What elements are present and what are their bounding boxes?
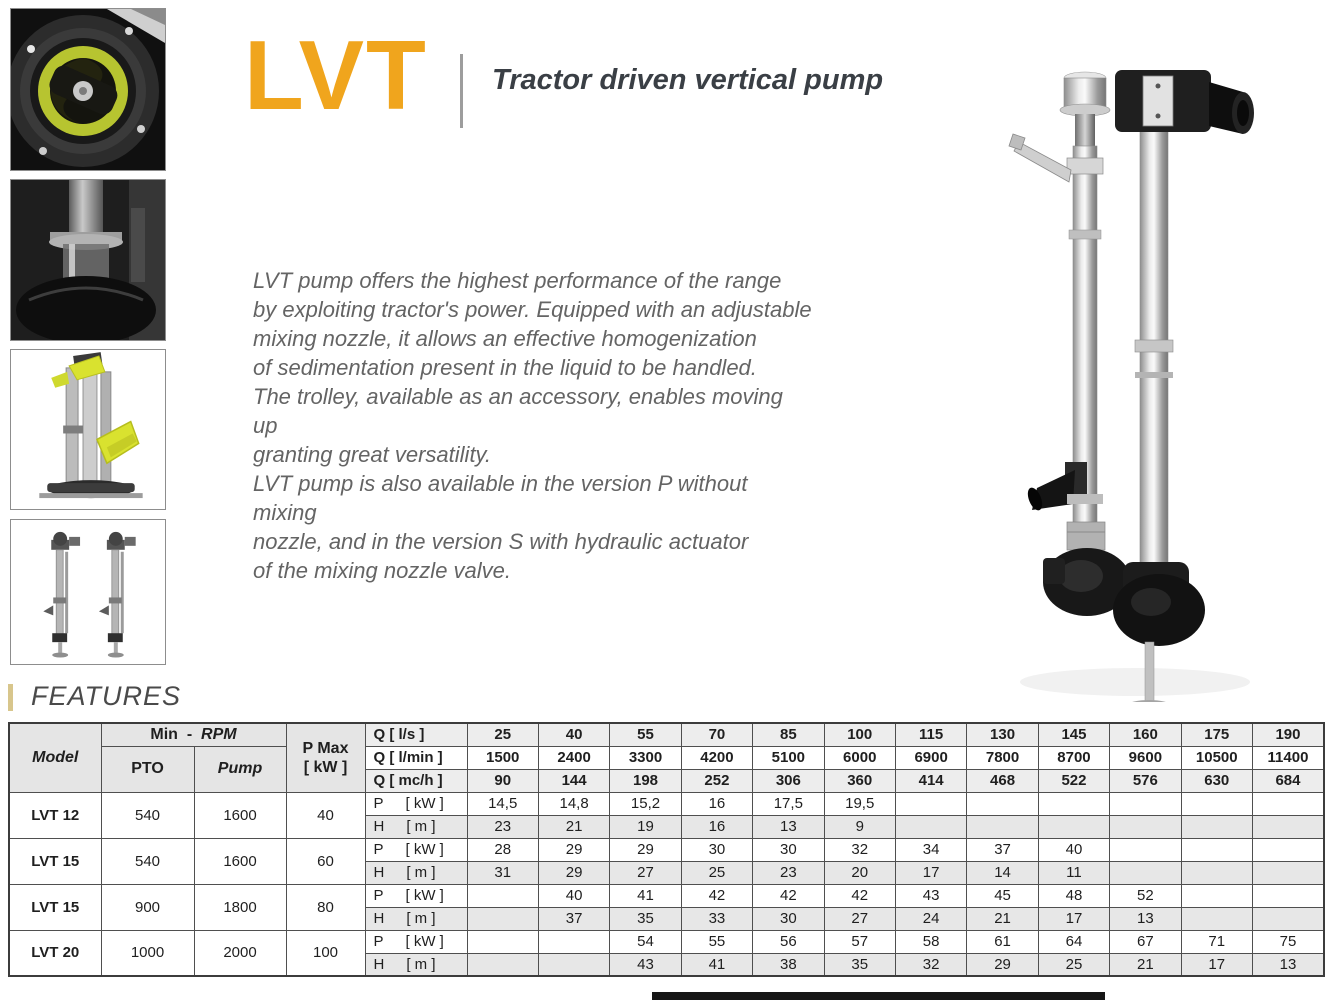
h-value-cell: 17 <box>895 861 966 884</box>
h-value-cell: 29 <box>967 953 1038 976</box>
q-value-cell: 145 <box>1038 723 1109 746</box>
p-value-cell: 42 <box>824 884 895 907</box>
p-value-cell: 28 <box>467 838 538 861</box>
q-value-cell: 252 <box>681 769 752 792</box>
p-value-cell <box>1252 792 1324 815</box>
h-value-cell: 11 <box>1038 861 1109 884</box>
q-value-cell: 630 <box>1181 769 1252 792</box>
pto-value-cell: 900 <box>101 884 194 930</box>
description-line: granting great versatility. <box>253 442 492 467</box>
h-value-cell: 37 <box>538 907 609 930</box>
p-row-label: P [ kW ] <box>365 930 467 953</box>
p-value-cell: 19,5 <box>824 792 895 815</box>
p-value-cell: 58 <box>895 930 966 953</box>
page-title: LVT <box>244 20 428 130</box>
h-value-cell: 41 <box>681 953 752 976</box>
p-value-cell <box>1181 792 1252 815</box>
model-name-cell: LVT 15 <box>9 838 101 884</box>
model-name-cell: LVT 12 <box>9 792 101 838</box>
impeller-illustration <box>11 9 165 170</box>
col-header-pump: Pump <box>194 746 286 792</box>
q-value-cell: 160 <box>1110 723 1181 746</box>
features-table <box>8 722 1325 977</box>
q-row-label: Q [ l/min ] <box>365 746 467 769</box>
h-value-cell <box>1038 815 1109 838</box>
q-value-cell: 7800 <box>967 746 1038 769</box>
description-line: LVT pump offers the highest performance of the range <box>253 268 782 293</box>
h-row-label: H [ m ] <box>365 953 467 976</box>
h-value-cell: 31 <box>467 861 538 884</box>
shaft-coupling-photo <box>10 179 166 341</box>
p-value-cell: 14,8 <box>538 792 609 815</box>
h-value-cell: 27 <box>610 861 681 884</box>
mixing-nozzle-photo <box>10 349 166 510</box>
q-row-label: Q [ mc/h ] <box>365 769 467 792</box>
p-row-label: P [ kW ] <box>365 792 467 815</box>
p-value-cell: 64 <box>1038 930 1109 953</box>
h-value-cell <box>467 953 538 976</box>
h-value-cell: 13 <box>753 815 824 838</box>
features-heading: FEATURES <box>31 681 182 711</box>
h-value-cell: 35 <box>824 953 895 976</box>
h-value-cell: 33 <box>681 907 752 930</box>
h-value-cell: 14 <box>967 861 1038 884</box>
title-divider <box>460 54 463 128</box>
p-value-cell <box>967 792 1038 815</box>
pump-pair-photo <box>10 519 166 665</box>
pmax-value-cell: 40 <box>286 792 365 838</box>
h-row-label: H [ m ] <box>365 907 467 930</box>
q-value-cell: 6000 <box>824 746 895 769</box>
model-name-cell: LVT 15 <box>9 884 101 930</box>
h-value-cell: 21 <box>1110 953 1181 976</box>
p-value-cell: 15,2 <box>610 792 681 815</box>
h-value-cell: 38 <box>753 953 824 976</box>
col-header-pto: PTO <box>101 746 194 792</box>
p-value-cell <box>1181 884 1252 907</box>
p-value-cell: 40 <box>1038 838 1109 861</box>
pmax-value-cell: 80 <box>286 884 365 930</box>
p-row-label: P [ kW ] <box>365 838 467 861</box>
p-value-cell <box>1252 884 1324 907</box>
h-value-cell <box>1181 907 1252 930</box>
p-value-cell <box>1038 792 1109 815</box>
mixing-nozzle-illustration <box>11 350 165 509</box>
model-name-cell: LVT 20 <box>9 930 101 976</box>
p-value-cell: 42 <box>753 884 824 907</box>
h-value-cell <box>467 907 538 930</box>
pto-value-cell: 1000 <box>101 930 194 976</box>
q-value-cell: 40 <box>538 723 609 746</box>
q-value-cell: 6900 <box>895 746 966 769</box>
h-value-cell: 23 <box>753 861 824 884</box>
pto-value-cell: 540 <box>101 792 194 838</box>
h-value-cell: 16 <box>681 815 752 838</box>
h-value-cell: 43 <box>610 953 681 976</box>
lvt-pump-product-photo <box>985 42 1295 702</box>
h-value-cell <box>1252 861 1324 884</box>
pmax-value-cell: 100 <box>286 930 365 976</box>
p-value-cell: 34 <box>895 838 966 861</box>
description-line: The trolley, available as an accessory, enables moving up <box>253 384 783 438</box>
q-value-cell: 90 <box>467 769 538 792</box>
q-value-cell: 5100 <box>753 746 824 769</box>
h-value-cell <box>1110 861 1181 884</box>
h-value-cell: 25 <box>681 861 752 884</box>
description-line: by exploiting tractor's power. Equipped with an adjustable <box>253 297 812 322</box>
h-value-cell: 9 <box>824 815 895 838</box>
h-value-cell: 17 <box>1181 953 1252 976</box>
h-value-cell: 32 <box>895 953 966 976</box>
p-value-cell <box>895 792 966 815</box>
spec-table-wrap <box>8 722 1325 977</box>
q-value-cell: 175 <box>1181 723 1252 746</box>
h-value-cell: 23 <box>467 815 538 838</box>
p-value-cell: 52 <box>1110 884 1181 907</box>
col-header-model: Model <box>9 723 101 792</box>
pmax-value-cell: 60 <box>286 838 365 884</box>
h-value-cell: 13 <box>1252 953 1324 976</box>
p-value-cell: 57 <box>824 930 895 953</box>
p-value-cell <box>467 884 538 907</box>
p-value-cell <box>1252 838 1324 861</box>
p-row-label: P [ kW ] <box>365 884 467 907</box>
pump-value-cell: 1600 <box>194 792 286 838</box>
h-value-cell <box>1110 815 1181 838</box>
q-value-cell: 414 <box>895 769 966 792</box>
product-description <box>253 266 813 585</box>
page-subtitle: Tractor driven vertical pump <box>492 64 884 96</box>
p-value-cell: 29 <box>538 838 609 861</box>
h-value-cell: 13 <box>1110 907 1181 930</box>
pump-pair-illustration <box>11 520 165 664</box>
q-value-cell: 2400 <box>538 746 609 769</box>
q-value-cell: 11400 <box>1252 746 1324 769</box>
description-line: mixing nozzle, it allows an effective homogenization <box>253 326 757 351</box>
impeller-photo <box>10 8 166 171</box>
q-value-cell: 1500 <box>467 746 538 769</box>
p-value-cell: 48 <box>1038 884 1109 907</box>
p-value-cell <box>538 930 609 953</box>
p-value-cell: 40 <box>538 884 609 907</box>
h-row-label: H [ m ] <box>365 815 467 838</box>
q-value-cell: 3300 <box>610 746 681 769</box>
pump-value-cell: 1600 <box>194 838 286 884</box>
p-value-cell <box>467 930 538 953</box>
p-value-cell: 67 <box>1110 930 1181 953</box>
h-value-cell <box>1252 815 1324 838</box>
h-value-cell: 25 <box>1038 953 1109 976</box>
shaft-coupling-illustration <box>11 180 165 340</box>
p-value-cell: 37 <box>967 838 1038 861</box>
q-value-cell: 130 <box>967 723 1038 746</box>
h-value-cell: 21 <box>538 815 609 838</box>
q-value-cell: 684 <box>1252 769 1324 792</box>
p-value-cell: 55 <box>681 930 752 953</box>
h-row-label: H [ m ] <box>365 861 467 884</box>
h-value-cell: 17 <box>1038 907 1109 930</box>
p-value-cell: 29 <box>610 838 681 861</box>
h-value-cell: 35 <box>610 907 681 930</box>
pump-value-cell: 2000 <box>194 930 286 976</box>
q-value-cell: 8700 <box>1038 746 1109 769</box>
q-value-cell: 100 <box>824 723 895 746</box>
q-value-cell: 190 <box>1252 723 1324 746</box>
q-value-cell: 25 <box>467 723 538 746</box>
q-value-cell: 70 <box>681 723 752 746</box>
q-value-cell: 468 <box>967 769 1038 792</box>
col-header-min-rpm: Min - RPM <box>101 723 286 746</box>
q-value-cell: 198 <box>610 769 681 792</box>
p-value-cell: 16 <box>681 792 752 815</box>
p-value-cell: 71 <box>1181 930 1252 953</box>
h-value-cell: 27 <box>824 907 895 930</box>
features-accent-bar <box>8 684 13 711</box>
h-value-cell: 20 <box>824 861 895 884</box>
p-value-cell: 54 <box>610 930 681 953</box>
q-value-cell: 144 <box>538 769 609 792</box>
description-line: of sedimentation present in the liquid to be handled. <box>253 355 757 380</box>
h-value-cell <box>967 815 1038 838</box>
p-value-cell: 32 <box>824 838 895 861</box>
q-value-cell: 10500 <box>1181 746 1252 769</box>
p-value-cell: 30 <box>681 838 752 861</box>
col-header-pmax: P Max [ kW ] <box>286 723 365 792</box>
q-value-cell: 306 <box>753 769 824 792</box>
h-value-cell <box>1181 815 1252 838</box>
p-value-cell: 14,5 <box>467 792 538 815</box>
bottom-edge-bar <box>652 992 1105 1000</box>
h-value-cell: 29 <box>538 861 609 884</box>
h-value-cell: 30 <box>753 907 824 930</box>
p-value-cell: 56 <box>753 930 824 953</box>
description-line: of the mixing nozzle valve. <box>253 558 512 583</box>
description-line: LVT pump is also available in the version P without mixing <box>253 471 748 525</box>
h-value-cell <box>1252 907 1324 930</box>
h-value-cell <box>1181 861 1252 884</box>
p-value-cell: 30 <box>753 838 824 861</box>
h-value-cell: 24 <box>895 907 966 930</box>
p-value-cell: 41 <box>610 884 681 907</box>
pump-value-cell: 1800 <box>194 884 286 930</box>
description-line: nozzle, and in the version S with hydraulic actuator <box>253 529 749 554</box>
p-value-cell: 75 <box>1252 930 1324 953</box>
q-value-cell: 4200 <box>681 746 752 769</box>
p-value-cell: 45 <box>967 884 1038 907</box>
q-value-cell: 9600 <box>1110 746 1181 769</box>
p-value-cell <box>1110 838 1181 861</box>
p-value-cell: 17,5 <box>753 792 824 815</box>
q-value-cell: 85 <box>753 723 824 746</box>
h-value-cell: 19 <box>610 815 681 838</box>
q-value-cell: 576 <box>1110 769 1181 792</box>
lvt-pump-illustration <box>985 42 1295 702</box>
p-value-cell: 61 <box>967 930 1038 953</box>
q-value-cell: 522 <box>1038 769 1109 792</box>
h-value-cell <box>538 953 609 976</box>
q-value-cell: 115 <box>895 723 966 746</box>
q-row-label: Q [ l/s ] <box>365 723 467 746</box>
h-value-cell <box>895 815 966 838</box>
p-value-cell: 43 <box>895 884 966 907</box>
pto-value-cell: 540 <box>101 838 194 884</box>
q-value-cell: 360 <box>824 769 895 792</box>
p-value-cell <box>1181 838 1252 861</box>
h-value-cell: 21 <box>967 907 1038 930</box>
q-value-cell: 55 <box>610 723 681 746</box>
p-value-cell: 42 <box>681 884 752 907</box>
p-value-cell <box>1110 792 1181 815</box>
